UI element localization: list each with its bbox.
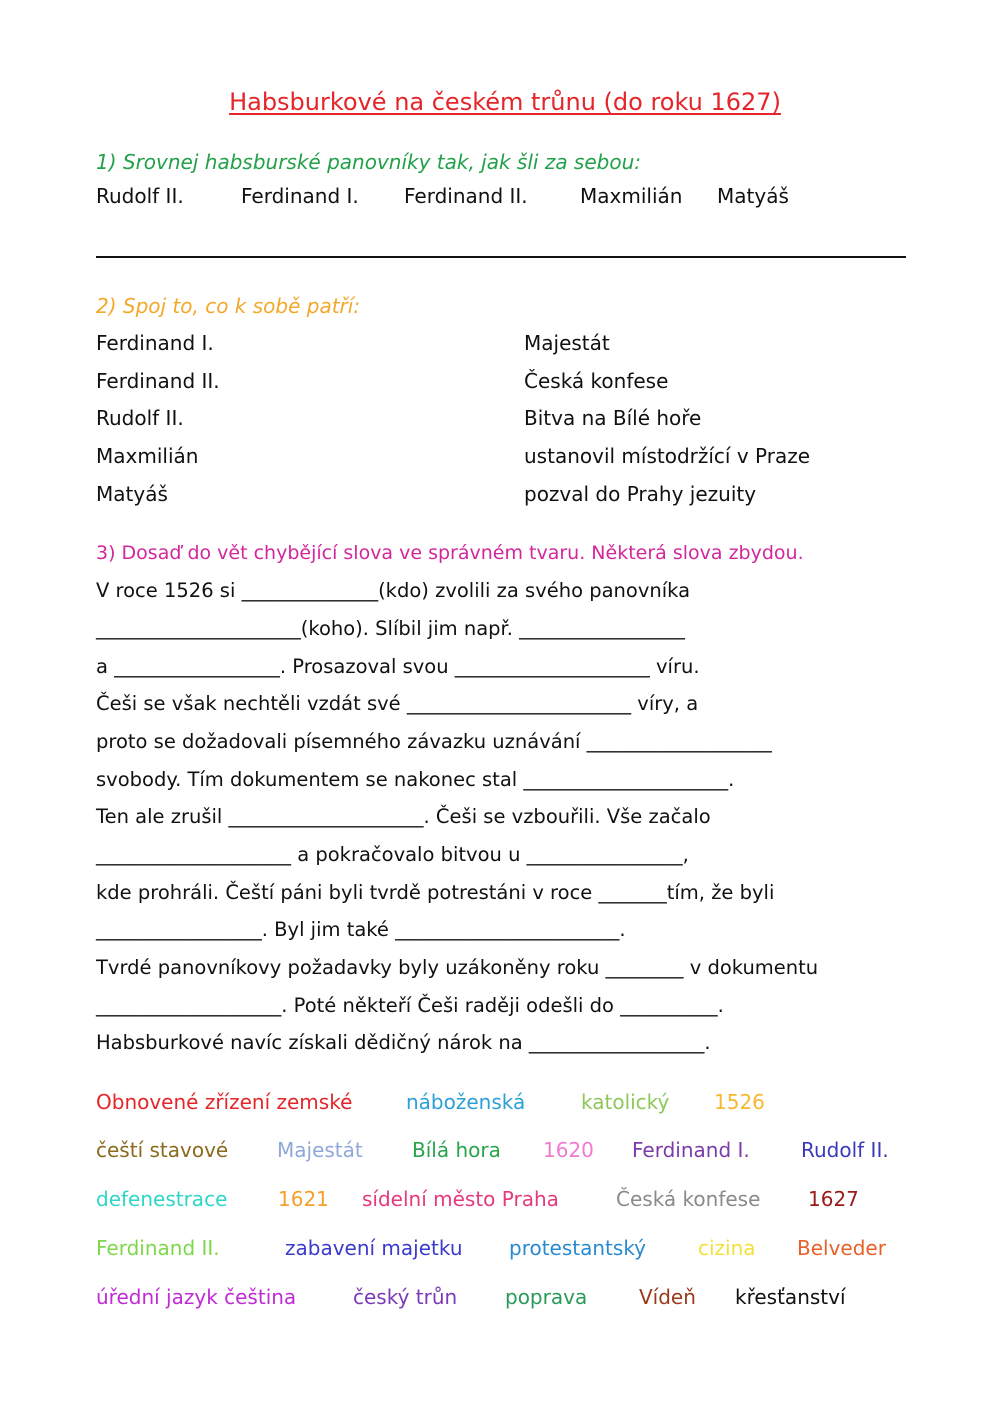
match-right-item[interactable]: pozval do Prahy jezuity (524, 482, 757, 506)
ruler-item: Ferdinand I. (241, 184, 359, 208)
word-bank-item[interactable]: Vídeň (639, 1285, 696, 1309)
word-bank-item[interactable]: úřední jazyk čeština (96, 1285, 297, 1309)
ruler-item: Ferdinand II. (404, 184, 528, 208)
cloze-line[interactable]: Češi se však nechtěli vzdát své _______________________ víry, a (96, 692, 699, 715)
word-bank-item[interactable]: Ferdinand I. (632, 1138, 750, 1162)
word-bank-item[interactable]: katolický (581, 1090, 670, 1114)
match-right-item[interactable]: Majestát (524, 331, 610, 355)
word-bank-item[interactable]: Česká konfese (616, 1187, 761, 1211)
word-bank-item[interactable]: 1621 (278, 1187, 329, 1211)
word-bank-item[interactable]: zabavení majetku (285, 1236, 463, 1260)
cloze-line[interactable]: svobody. Tím dokumentem se nakonec stal _____________________. (96, 768, 735, 791)
cloze-line[interactable]: Tvrdé panovníkovy požadavky byly uzákoněny roku ________ v dokumentu (96, 956, 819, 979)
word-bank-item[interactable]: Obnovené zřízení zemské (96, 1090, 353, 1114)
word-bank-item[interactable]: křesťanství (735, 1285, 846, 1309)
match-right-item[interactable]: Česká konfese (524, 369, 669, 393)
word-bank-item[interactable]: defenestrace (96, 1187, 228, 1211)
match-left-item[interactable]: Ferdinand I. (96, 331, 214, 355)
word-bank-item[interactable]: čeští stavové (96, 1138, 229, 1162)
cloze-line[interactable]: Ten ale zrušil ____________________. Češi se vzbouřili. Vše začalo (96, 805, 711, 828)
word-bank-item[interactable]: Belveder (797, 1236, 886, 1260)
cloze-line[interactable]: ___________________. Poté někteří Češi raději odešli do __________. (96, 994, 724, 1017)
word-bank-item[interactable]: 1627 (808, 1187, 859, 1211)
worksheet-title: Habsburkové na českém trůnu (do roku 1627) (229, 88, 781, 116)
ruler-item: Rudolf II. (96, 184, 184, 208)
match-right-item[interactable]: ustanovil místodržící v Praze (524, 444, 811, 468)
word-bank-item[interactable]: český trůn (353, 1285, 458, 1309)
match-left-item[interactable]: Maxmilián (96, 444, 199, 468)
cloze-line[interactable]: a _________________. Prosazoval svou ____________________ víru. (96, 655, 700, 678)
cloze-line[interactable]: _________________. Byl jim také _______________________. (96, 918, 626, 941)
word-bank-item[interactable]: náboženská (406, 1090, 526, 1114)
word-bank-item[interactable]: sídelní město Praha (362, 1187, 559, 1211)
word-bank-item[interactable]: Bílá hora (412, 1138, 501, 1162)
match-right-item[interactable]: Bitva na Bílé hoře (524, 406, 702, 430)
cloze-line[interactable]: Habsburkové navíc získali dědičný nárok na __________________. (96, 1031, 711, 1054)
task1-heading: 1) Srovnej habsburské panovníky tak, jak šli za sebou: (96, 150, 641, 174)
answer-line[interactable] (96, 256, 906, 258)
match-left-item[interactable]: Matyáš (96, 482, 168, 506)
ruler-item: Matyáš (717, 184, 789, 208)
cloze-line[interactable]: _____________________(koho). Slíbil jim např. _________________ (96, 617, 685, 640)
word-bank-item[interactable]: 1526 (714, 1090, 765, 1114)
match-left-item[interactable]: Rudolf II. (96, 406, 184, 430)
cloze-line[interactable]: kde prohráli. Čeští páni byli tvrdě potrestáni v roce _______tím, že byli (96, 881, 775, 904)
word-bank-item[interactable]: poprava (505, 1285, 588, 1309)
word-bank-item[interactable]: Rudolf II. (801, 1138, 889, 1162)
match-left-item[interactable]: Ferdinand II. (96, 369, 220, 393)
task2-heading: 2) Spoj to, co k sobě patří: (96, 294, 361, 318)
word-bank-item[interactable]: Majestát (277, 1138, 363, 1162)
cloze-line[interactable]: ____________________ a pokračovalo bitvou u ________________, (96, 843, 689, 866)
word-bank-item[interactable]: Ferdinand II. (96, 1236, 220, 1260)
word-bank-item[interactable]: protestantský (509, 1236, 647, 1260)
cloze-line[interactable]: V roce 1526 si ______________(kdo) zvolili za svého panovníka (96, 579, 691, 602)
word-bank-item[interactable]: cizina (698, 1236, 756, 1260)
word-bank-item[interactable]: 1620 (543, 1138, 594, 1162)
cloze-line[interactable]: proto se dožadovali písemného závazku uznávání ___________________ (96, 730, 772, 753)
task3-heading: 3) Dosaď do vět chybějící slova ve správném tvaru. Některá slova zbydou. (96, 542, 804, 564)
ruler-item: Maxmilián (580, 184, 683, 208)
